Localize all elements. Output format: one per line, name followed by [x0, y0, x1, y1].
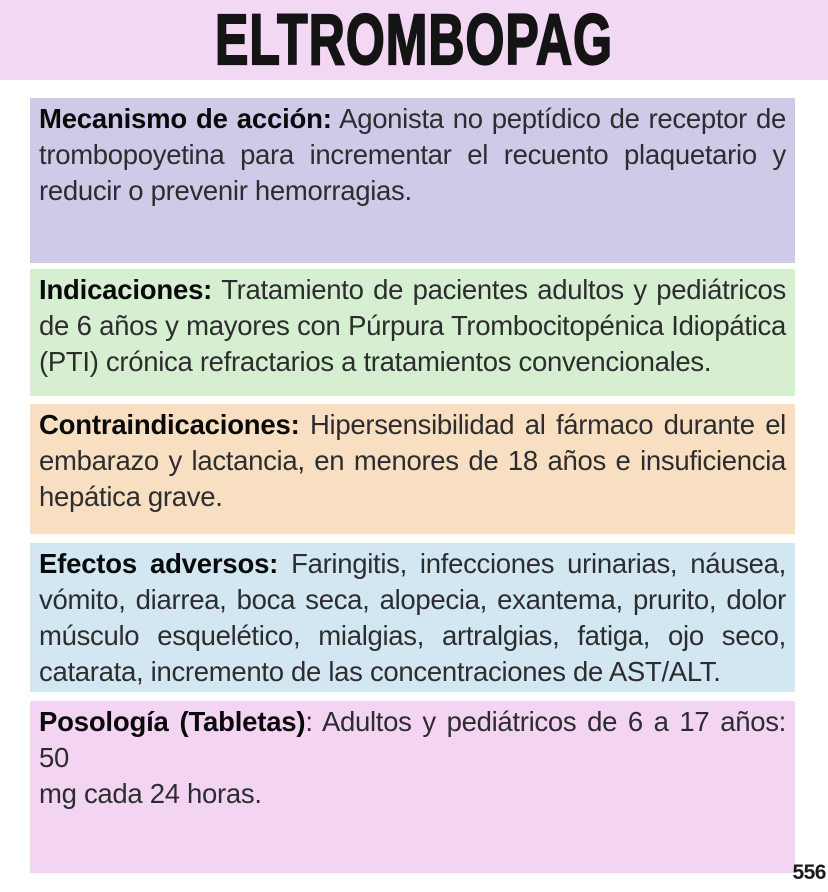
text-line: vómito, diarrea, boca seca, alopecia, exantema, prurito, dolor: [39, 584, 786, 615]
section-heading: Efectos adversos:: [39, 548, 279, 579]
section-heading: Posología (Tabletas): [39, 706, 306, 737]
text-line: [39, 101, 786, 137]
text-line: embarazo y lactancia, en menores de 18 años e insuficiencia: [39, 445, 786, 476]
section-text: : Adultos y pediátricos de 6 a 17 años: 50: [39, 706, 786, 773]
text-line: músculo esquelético, mialgias, artralgias, fatiga, ojo seco,: [39, 620, 786, 651]
text-line: (PTI) crónica refractarios a tratamientos convencionales.: [39, 346, 712, 377]
text-line: de 6 años y mayores con Púrpura Trombocitopénica Idiopática: [39, 310, 786, 341]
text-line: [39, 704, 786, 776]
text-line: [39, 546, 786, 582]
card-header: [0, 0, 828, 80]
text-line: reducir o prevenir hemorragias.: [39, 175, 412, 206]
section-text: Tratamiento de pacientes adultos y pediátricos: [221, 274, 786, 305]
section-heading: Contraindicaciones:: [39, 409, 300, 440]
drug-title: ELTROMBOPAG: [214, 0, 613, 80]
section-text: Faringitis, infecciones urinarias, náusea,: [291, 548, 786, 579]
text-line: mg cada 24 horas.: [39, 778, 262, 809]
text-line: [39, 272, 786, 308]
section-contraindicaciones: [30, 404, 795, 534]
section-efectos-adversos: [30, 543, 795, 692]
section-indicaciones: [30, 269, 795, 396]
text-line: [39, 407, 786, 443]
section-mecanismo-de-accion: [30, 98, 795, 263]
section-posologia: [30, 701, 795, 873]
text-line: hepática grave.: [39, 481, 223, 512]
text-line: catarata, incremento de las concentraciones de AST/ALT.: [39, 656, 721, 687]
section-text: Hipersensibilidad al fármaco durante el: [309, 409, 786, 440]
text-line: trombopoyetina para incrementar el recuento plaquetario y: [39, 139, 786, 170]
section-heading: Mecanismo de acción:: [39, 103, 332, 134]
page-number: 556: [792, 861, 826, 884]
section-text: Agonista no peptídico de receptor de: [339, 103, 786, 134]
section-heading: Indicaciones:: [39, 274, 213, 305]
